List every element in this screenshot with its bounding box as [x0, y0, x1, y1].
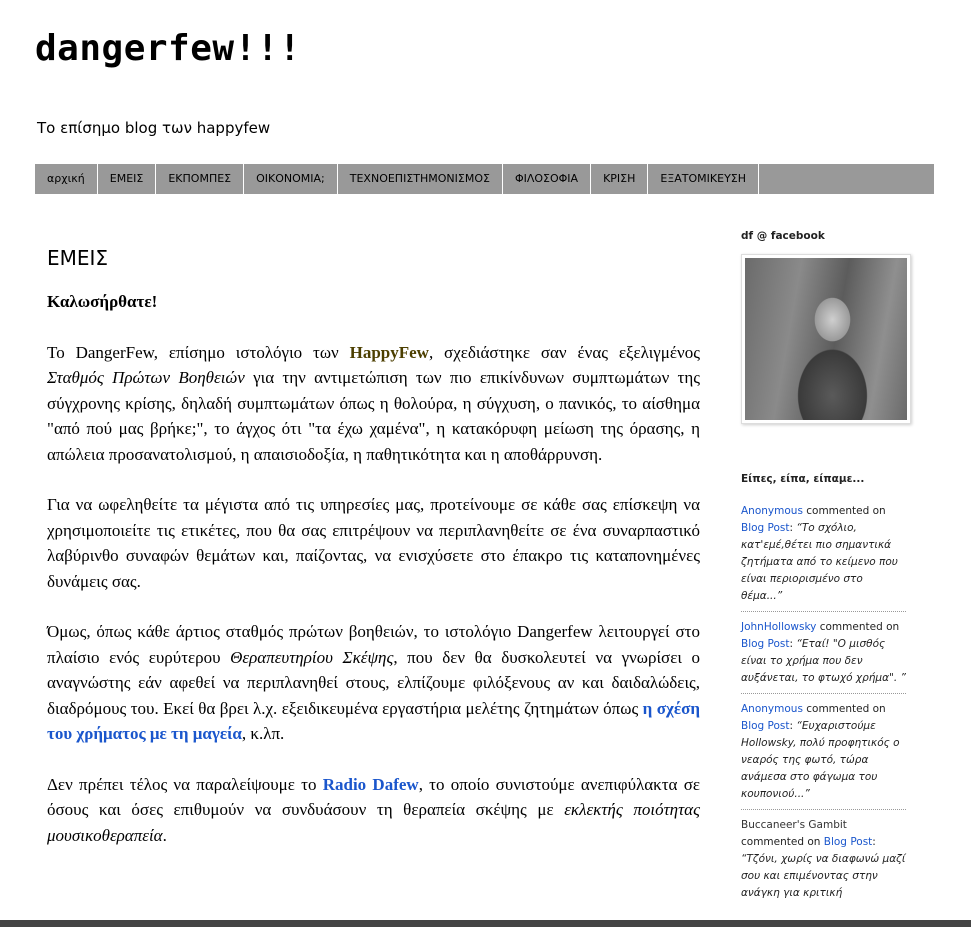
- window-bottom-edge: [0, 920, 971, 927]
- nav-item-eksatomikeysi[interactable]: ΕΞΑΤΟΜΙΚΕΥΣΗ: [648, 164, 759, 194]
- nav-item-technoepistimonismos[interactable]: ΤΕΧΝΟΕΠΙΣΤΗΜΟΝΙΣΜΟΣ: [338, 164, 503, 194]
- post-title: ΕΜΕΙΣ: [47, 246, 109, 270]
- emphasis-text: Σταθμός Πρώτων Βοηθειών: [47, 368, 245, 387]
- comment-quote: “Εταί! "Ο μισθός είναι το χρήμα που δεν αυξάνεται, το φτωχό χρήμα". ”: [741, 638, 906, 684]
- text: :: [789, 720, 797, 732]
- text: :: [789, 638, 797, 650]
- nav-item-home[interactable]: αρχική: [35, 164, 98, 194]
- site-description: Το επίσημο blog των happyfew: [37, 119, 271, 137]
- list-item: [741, 817, 906, 908]
- comments-widget-title: Είπες, είπα, είπαμε...: [741, 473, 865, 485]
- post-paragraph-3: [47, 619, 700, 747]
- text: :: [872, 836, 876, 848]
- radio-dafew-link[interactable]: Radio Dafew: [322, 774, 419, 794]
- text: commented on: [741, 836, 824, 848]
- text: Το DangerFew, επίσημο ιστολόγιο των: [47, 342, 350, 362]
- nav-item-ekpompes[interactable]: ΕΚΠΟΜΠΕΣ: [156, 164, 244, 194]
- comment-author: Buccaneer's Gambit: [741, 819, 847, 831]
- recent-comments: [741, 503, 906, 915]
- happyfew-link[interactable]: HappyFew: [349, 342, 429, 362]
- list-item: [741, 503, 906, 612]
- post-greeting: Καλωσήρθατε!: [47, 292, 158, 311]
- text: .: [162, 825, 167, 845]
- post-paragraph-4: [47, 772, 700, 849]
- comment-post-link[interactable]: Blog Post: [741, 638, 790, 650]
- facebook-photo[interactable]: [741, 254, 911, 424]
- girl-photo-image: [745, 258, 907, 420]
- comment-quote: “Ευχαριστούμε Hollowsky, πολύ προφητικός ο νεαρός της φωτό, τώρα ανάμεσα στο φάγωμα του κουπονιού...”: [741, 720, 900, 800]
- comment-quote: “Τζόνι, χωρίς να διαφωνώ μαζί σου και επιμένοντας στην ανάγκη για κριτική: [741, 853, 906, 899]
- list-item: [741, 619, 906, 694]
- text: Δεν πρέπει τέλος να παραλείψουμε το: [47, 774, 323, 794]
- comment-author-link[interactable]: Anonymous: [741, 703, 803, 715]
- comment-post-link[interactable]: Blog Post: [823, 836, 873, 848]
- text: , που δεν θα δυσκολευτεί να γνωρίσει ο αναγνώστης εάν αφεθεί να περιπλανηθεί στους, ελπίζουμε φιλόξενους αν και δαιδαλώδεις, διαδρόμους του. Εκεί θα βρει λ.χ. εξειδικευμένα εργαστήρια μελέτης ζητημάτων όπως: [47, 647, 700, 718]
- list-item: [741, 701, 906, 810]
- text: commented on: [816, 621, 900, 633]
- comment-post-link[interactable]: Blog Post: [741, 720, 790, 732]
- post-paragraph-2: Για να ωφεληθείτε τα μέγιστα από τις υπηρεσίες μας, προτείνουμε σε κάθε σας επίσκεψη να χρησιμοποιείτε τις ετικέτες, που θα σας επιτρέψουν να περιπλανηθείτε σε ένα συναρπαστικό λαβύρινθο συναφών θεμάτων και, παίζοντας, να ενισχύσετε στο έπακρο τις καταπονημένες δυνάμεις σας.: [47, 495, 700, 591]
- emphasis-text: Θεραπευτηρίου Σκέψης: [230, 647, 394, 667]
- nav-item-filosofia[interactable]: ΦΙΛΟΣΟΦΙΑ: [503, 164, 591, 194]
- text: :: [789, 522, 797, 534]
- text: Όμως, όπως κάθε άρτιος σταθμός πρώτων βοηθειών, το ιστολόγιο Dangerfew λειτουργεί στο πλαίσιο ενός ευρύτερου: [47, 622, 700, 667]
- text: commented on: [802, 703, 886, 715]
- nav-item-emeis[interactable]: ΕΜΕΙΣ: [98, 164, 157, 194]
- text: , σχεδιάστηκε σαν ένας εξελιγμένος: [428, 342, 700, 362]
- nav-bar: [35, 164, 934, 194]
- text: , το οποίο συνιστούμε ανεπιφύλακτα σε όσους και όσες επιθυμούν να συνδυάσουν τη θεραπεία σκέψης με: [47, 774, 701, 819]
- nav-item-oikonomia[interactable]: ΟΙΚΟΝΟΜΙΑ;: [244, 164, 338, 194]
- post-paragraph-1: [47, 340, 700, 468]
- text: commented on: [802, 505, 886, 517]
- comment-author-link[interactable]: JohnHollowsky: [741, 621, 817, 633]
- money-magic-link[interactable]: η σχέση του χρήματος με τη μαγεία: [47, 698, 700, 743]
- facebook-widget-title: df @ facebook: [741, 230, 825, 242]
- text: για την αντιμετώπιση των πιο επικίνδυνων συμπτωμάτων της σύγχρονης κρίσης, δηλαδή συμπτωμάτων όπως η θολούρα, η σύγχυση, ο πανικός, το αίσθημα "από πού μας βρήκε;", το άγχος ότι "τα έχω χαμένα", η κατακόρυφη μείωση της όρασης, η απώλεια προσανατολισμού, η απαισιοδοξία, η παθητικότητα και η αποθάρρυνση.: [47, 368, 700, 464]
- site-title[interactable]: dangerfew!!!: [35, 28, 302, 69]
- emphasis-text: εκλεκτής ποιότητας μουσικοθεραπεία: [47, 800, 700, 845]
- nav-item-krisi[interactable]: ΚΡΙΣΗ: [591, 164, 648, 194]
- text: , κ.λπ.: [241, 724, 285, 743]
- comment-quote: “Το σχόλιο, κατ'εμέ,θέτει πιο σημαντικά ζητήματα από το κείμενο που είναι περιορισμένο στο θέμα...”: [741, 522, 898, 602]
- comment-author-link[interactable]: Anonymous: [741, 505, 803, 517]
- comment-post-link[interactable]: Blog Post: [741, 522, 790, 534]
- post-body: [47, 289, 700, 873]
